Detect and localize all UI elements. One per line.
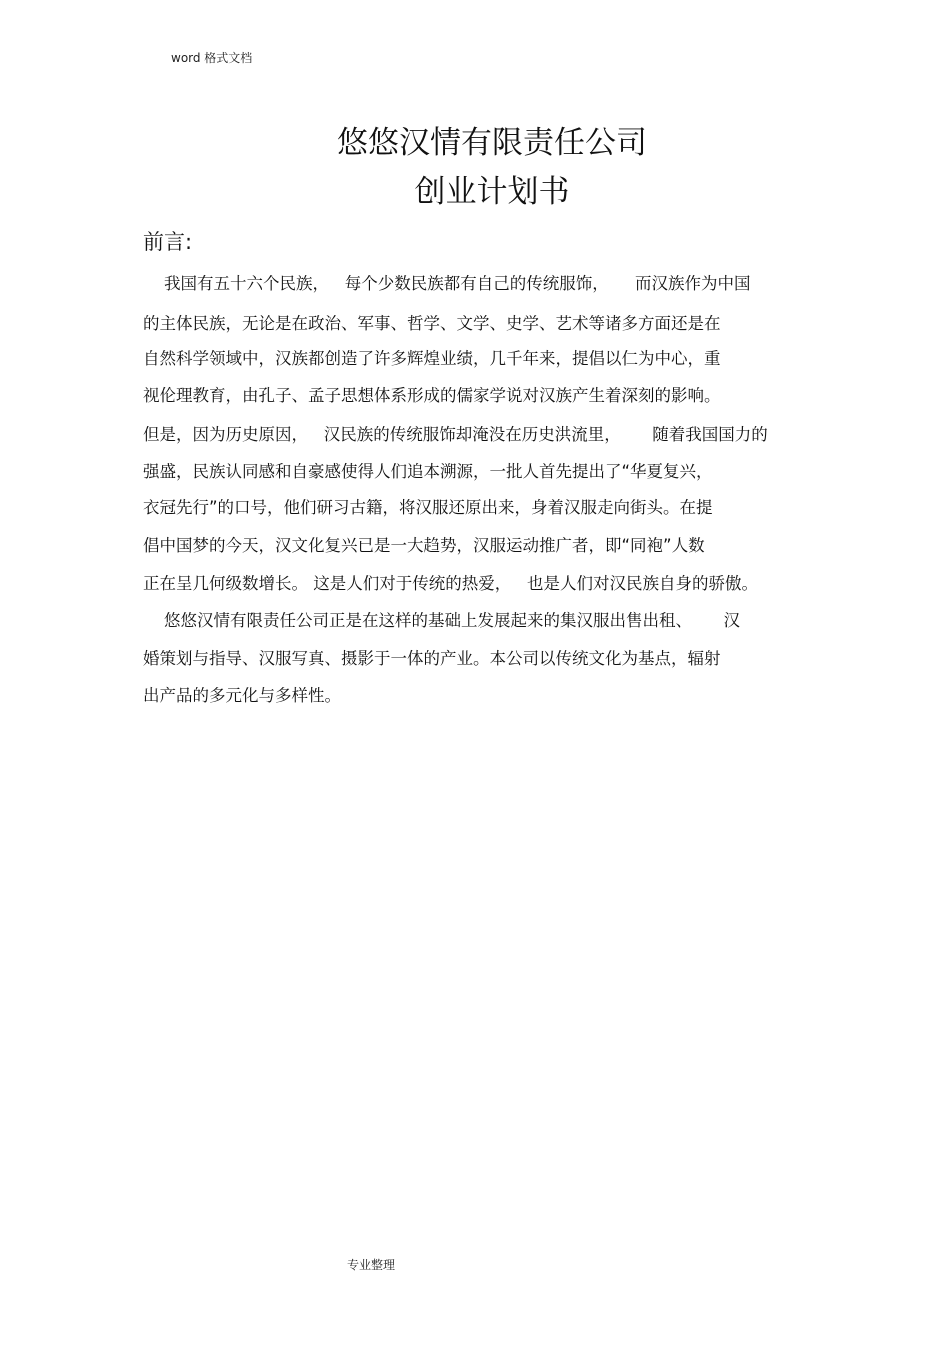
preface-heading: 前言: xyxy=(143,230,193,254)
body-line: 视伦理教育，由孔子、孟子思想体系形成的儒家学说对汉族产生着深刻的影响。 xyxy=(143,386,721,405)
page-footer-text: 专业整理 xyxy=(347,1258,396,1272)
body-line: 悠悠汉情有限责任公司正是在这样的基础上发展起来的集汉服出售出租、 汉 xyxy=(143,611,740,630)
body-line: 但是，因为历史原因， 汉民族的传统服饰却淹没在历史洪流里， 随着我国国力的 xyxy=(143,425,768,444)
body-line: 倡中国梦的今天，汉文化复兴已是一大趋势，汉服运动推广者，即“同袍”人数 xyxy=(143,536,705,555)
body-line: 婚策划与指导、汉服写真、摄影于一体的产业。本公司以传统文化为基点，辐射 xyxy=(143,649,721,668)
body-line: 我国有五十六个民族， 每个少数民族都有自己的传统服饰， 而汉族作为中国 xyxy=(143,274,751,293)
body-line: 的主体民族，无论是在政治、军事、哲学、文学、史学、艺术等诸多方面还是在 xyxy=(143,314,721,333)
body-line: 衣冠先行”的口号，他们研习古籍，将汉服还原出来，身着汉服走向街头。在提 xyxy=(143,498,713,517)
document-title-plan: 创业计划书 xyxy=(414,174,570,210)
page-header-text: word 格式文档 xyxy=(171,51,253,65)
body-line: 正在呈几何级数增长。 这是人们对于传统的热爱， 也是人们对汉民族自身的骄傲。 xyxy=(143,574,758,593)
document-title-company: 悠悠汉情有限责任公司 xyxy=(337,125,647,161)
body-line: 强盛，民族认同感和自豪感使得人们追本溯源，一批人首先提出了“华夏复兴， xyxy=(143,462,713,481)
body-line: 出产品的多元化与多样性。 xyxy=(143,686,341,705)
body-line: 自然科学领域中，汉族都创造了许多辉煌业绩，几千年来，提倡以仁为中心，重 xyxy=(143,349,721,368)
